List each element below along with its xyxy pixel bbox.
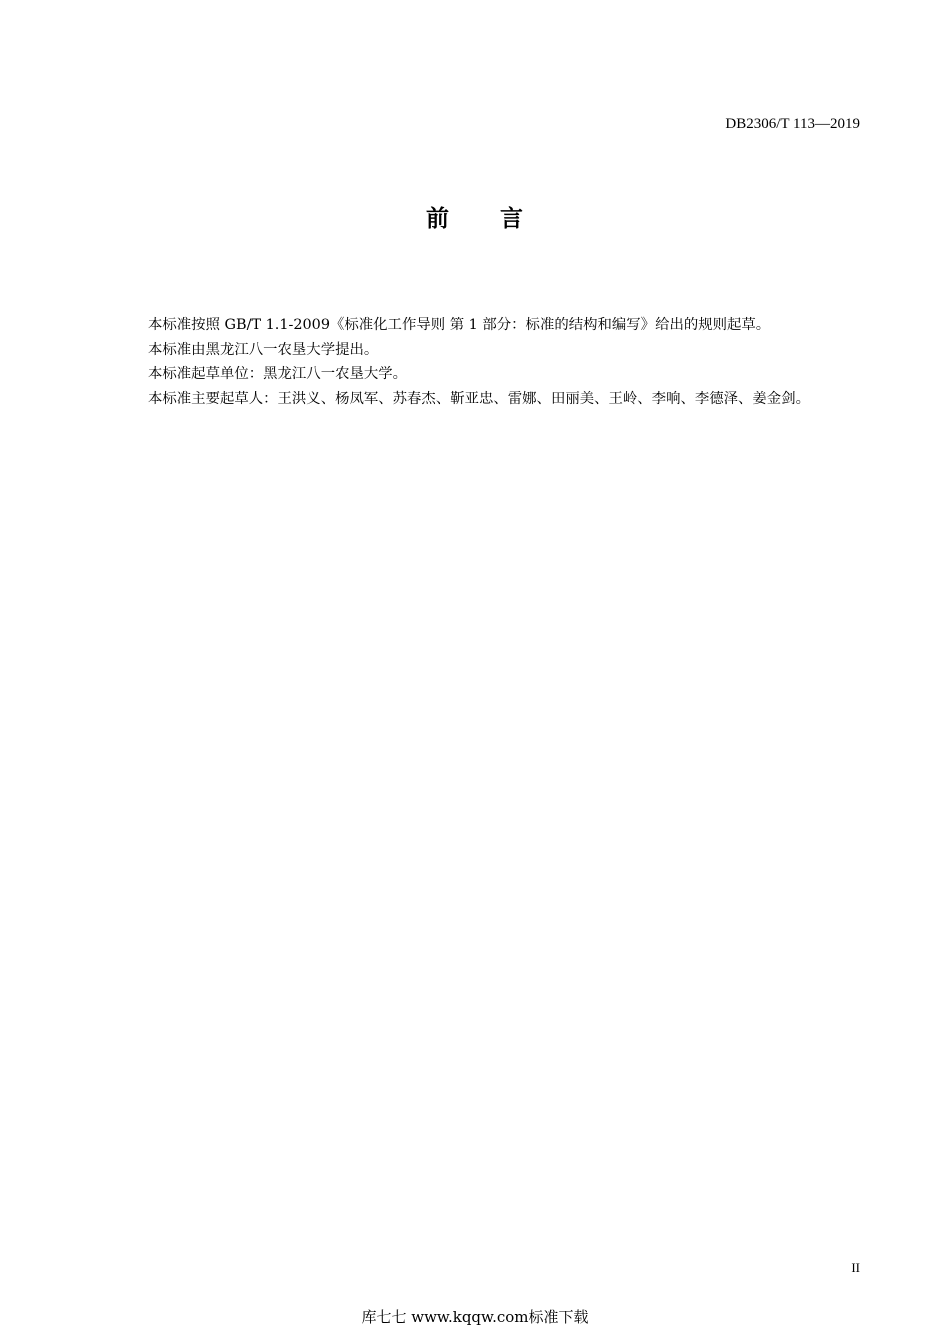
footer-watermark: 库七七 www.kqqw.com标准下载 [361, 1308, 589, 1326]
paragraph-drafting-rules: 本标准按照 GB/T 1.1-2009《标准化工作导则 第 1 部分：标准的结构和编写》给出的规则起草。 [148, 317, 771, 333]
foreword-body [114, 313, 860, 411]
title-char-1: 前 [426, 206, 450, 232]
title-char-2: 言 [500, 206, 524, 232]
document-code: DB2306/T 113—2019 [725, 116, 860, 132]
paragraph-drafting-unit: 本标准起草单位：黑龙江八一农垦大学。 [148, 366, 408, 382]
page-number: II [851, 1260, 860, 1275]
paragraph-proposer: 本标准由黑龙江八一农垦大学提出。 [148, 341, 379, 358]
page-title [0, 203, 950, 235]
paragraph-drafters: 本标准主要起草人：王洪义、杨凤军、苏春杰、靳亚忠、雷娜、田丽美、王岭、李响、李德泽、姜金剑。 [148, 390, 810, 407]
